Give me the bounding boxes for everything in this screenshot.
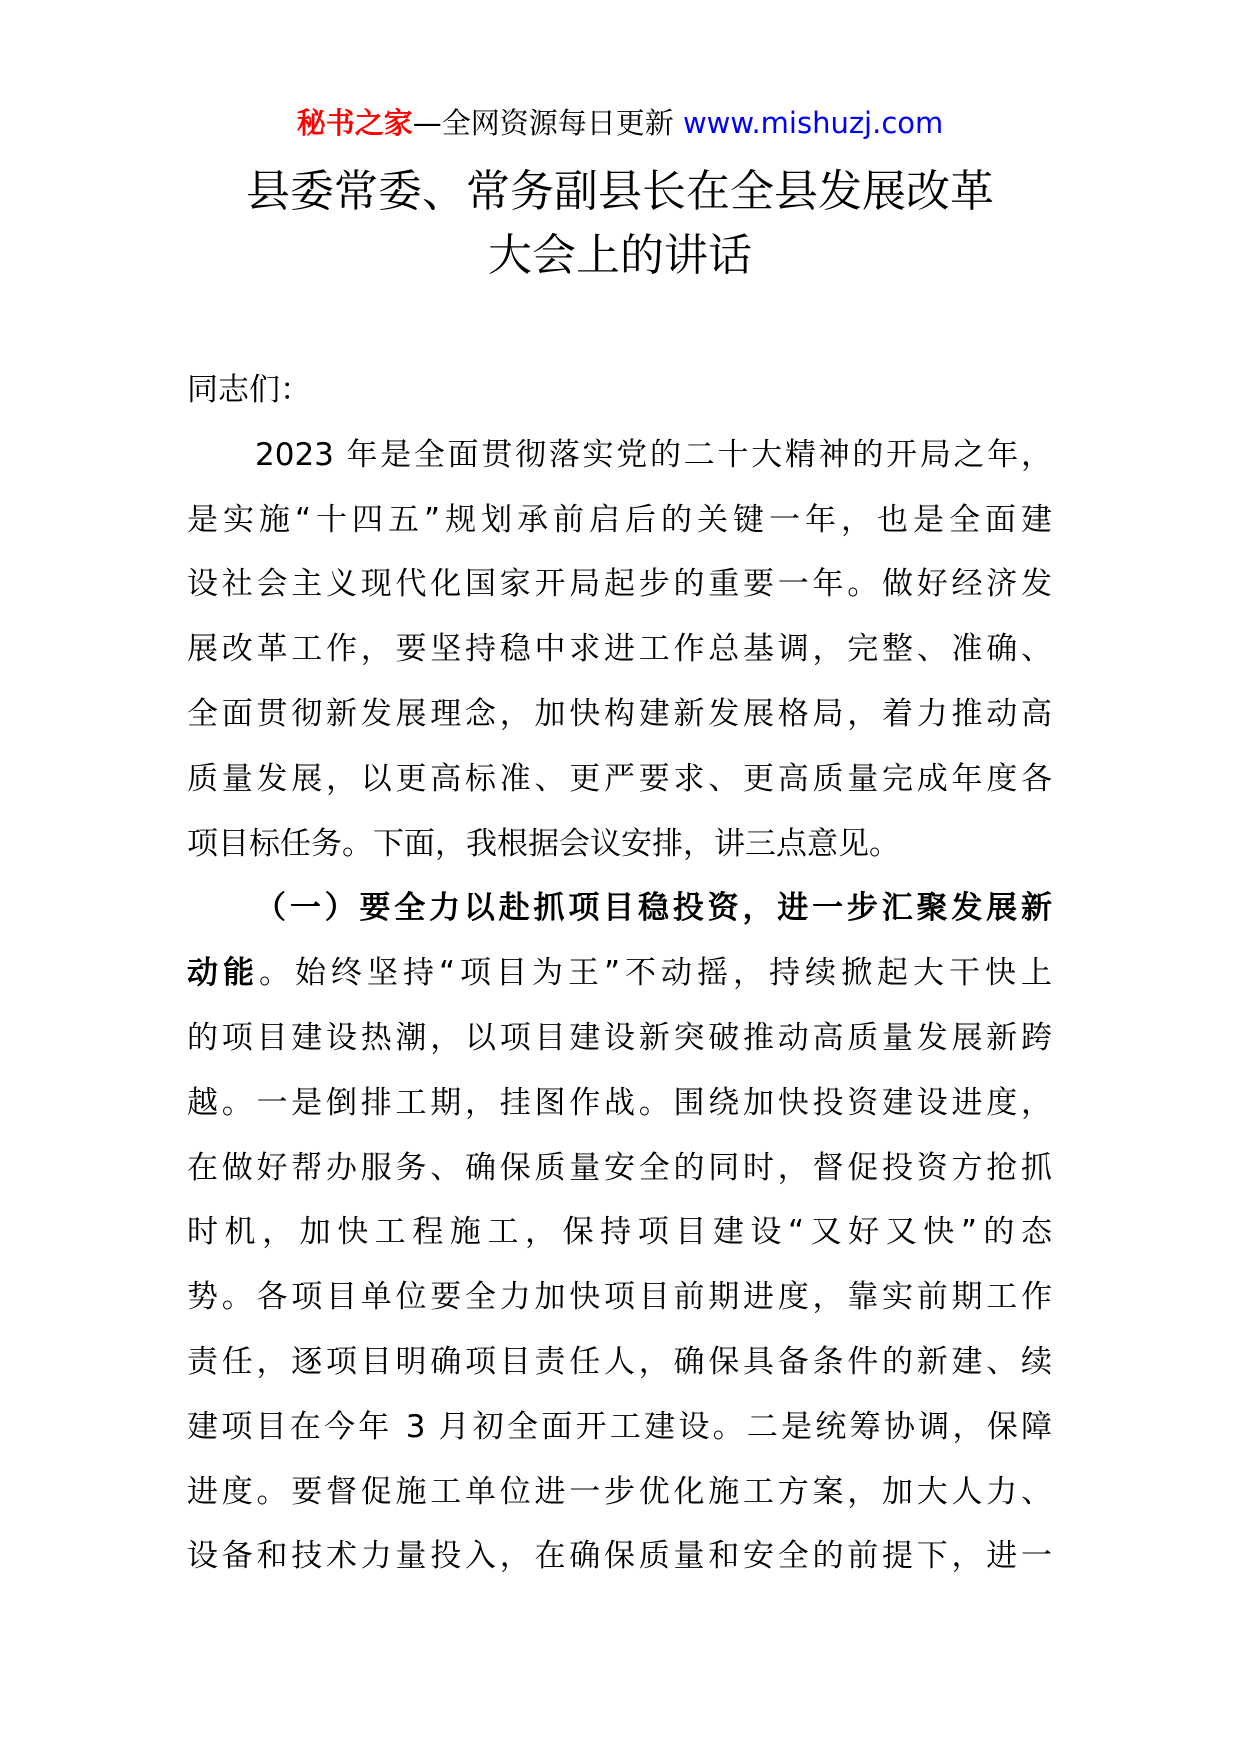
- section-heading-end: 动能: [187, 955, 259, 992]
- salutation: 同志们：: [187, 372, 311, 408]
- paragraph-line: 设社会主义现代化国家开局起步的重要一年。做好经济发: [187, 566, 1052, 603]
- paragraph-line: 设备和技术力量投入，在确保质量和安全的前提下，进一: [187, 1538, 1052, 1575]
- title-line-2: 大会上的讲话: [488, 230, 752, 281]
- site-url-link[interactable]: www.mishuzj.com: [682, 106, 944, 140]
- paragraph-line: [187, 941, 1052, 1006]
- paragraph-text: 。始终坚持“项目为王”不动摇，持续掀起大干快上: [259, 955, 1053, 992]
- paragraph-line: 项目标任务。下面，我根据会议安排，讲三点意见。: [187, 825, 900, 862]
- paragraph-line: 展改革工作，要坚持稳中求进工作总基调，完整、准确、: [187, 631, 1052, 668]
- paragraph-line: 势。各项目单位要全力加快项目前期进度，靠实前期工作: [187, 1279, 1052, 1316]
- watermark-header: [0, 98, 1240, 148]
- paragraph-line: 时机，加快工程施工，保持项目建设“又好又快”的态: [187, 1214, 1052, 1251]
- document-body: [187, 358, 1052, 1589]
- title-line-1: 县委常委、常务副县长在全县发展改革: [246, 166, 994, 217]
- paragraph-line: 是实施“十四五”规划承前启后的关键一年，也是全面建: [187, 501, 1052, 538]
- document-title: [0, 160, 1240, 288]
- paragraph-line: 在做好帮办服务、确保质量安全的同时，督促投资方抢抓: [187, 1149, 1052, 1186]
- paragraph-line: 越。一是倒排工期，挂图作战。围绕加快投资建设进度，: [187, 1084, 1052, 1121]
- paragraph-line: 建项目在今年 3 月初全面开工建设。二是统筹协调，保障: [187, 1408, 1052, 1445]
- paragraph-line: 全面贯彻新发展理念，加快构建新发展格局，着力推动高: [187, 695, 1052, 732]
- header-tagline: —全网资源每日更新: [412, 106, 683, 140]
- paragraph-line: 的项目建设热潮，以项目建设新突破推动高质量发展新跨: [187, 1019, 1052, 1056]
- brand-name: 秘书之家: [296, 106, 413, 140]
- paragraph-line: 2023 年是全面贯彻落实党的二十大精神的开局之年，: [255, 436, 1052, 473]
- paragraph-line: 质量发展，以更高标准、更严要求、更高质量完成年度各: [187, 760, 1052, 797]
- paragraph-line: 责任，逐项目明确项目责任人，确保具备条件的新建、续: [187, 1343, 1052, 1380]
- paragraph-line: 进度。要督促施工单位进一步优化施工方案，加大人力、: [187, 1473, 1052, 1510]
- section-heading: （一）要全力以赴抓项目稳投资，进一步汇聚发展新: [255, 890, 1052, 927]
